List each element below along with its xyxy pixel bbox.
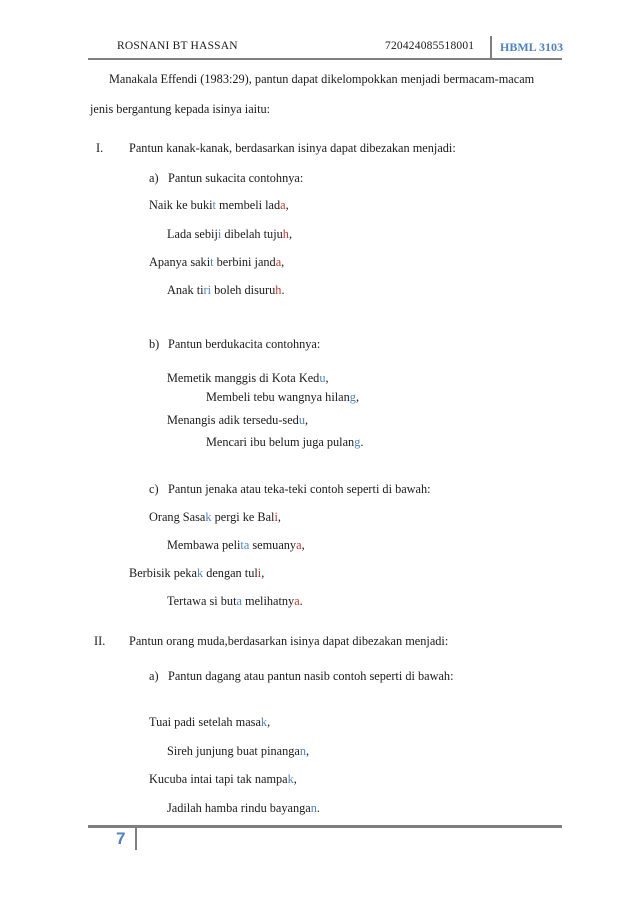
intro-line-2: jenis bergantung kepada isinya iaitu: <box>90 102 271 116</box>
subsection-label: a) <box>149 171 159 185</box>
pantun-text: Lada sebij <box>167 227 218 241</box>
pantun-rhyme-blue: k <box>260 715 268 729</box>
pantun-text: , <box>261 566 265 580</box>
pantun-rhyme-blue: n <box>310 801 317 815</box>
subsection-label: b) <box>149 337 160 351</box>
header-course-code: HBML 3103 <box>500 40 564 54</box>
subsection-title: Pantun jenaka atau teka-teki contoh seperti di bawah: <box>168 482 431 496</box>
pantun-text: , <box>293 772 297 786</box>
pantun-text: Jadilah hamba rindu bayanga <box>167 801 311 815</box>
pantun-text: Anak ti <box>167 283 204 297</box>
pantun-text: , <box>306 744 310 758</box>
pantun-text: Membawa peli <box>167 538 241 552</box>
pantun-line <box>167 744 309 758</box>
pantun-text: Berbisik peka <box>129 566 197 580</box>
pantun-line <box>167 801 320 815</box>
pantun-text: , <box>288 227 293 241</box>
pantun-text: Sireh junjung buat pinanga <box>167 744 300 758</box>
pantun-line <box>206 435 363 449</box>
pantun-text: Tertawa si but <box>167 594 237 608</box>
footer-rule <box>88 825 562 828</box>
pantun-text: , <box>304 413 309 427</box>
pantun-text: . <box>299 594 303 608</box>
pantun-text: , <box>325 371 329 385</box>
header-rule <box>88 58 562 60</box>
pantun-line <box>167 594 303 608</box>
pantun-line <box>149 772 297 786</box>
pantun-rhyme-red: i <box>274 510 278 524</box>
header-id-number: 720424085518001 <box>385 40 475 52</box>
pantun-rhyme-blue: g <box>354 435 361 449</box>
pantun-text: dibelah tuju <box>221 227 283 241</box>
subsection-title: Pantun sukacita contohnya: <box>168 171 304 185</box>
subsection-label: c) <box>149 482 159 496</box>
pantun-text: Orang Sasa <box>149 510 206 524</box>
pantun-rhyme-blue: t <box>212 198 216 212</box>
subsection-title: Pantun berdukacita contohnya: <box>168 337 321 351</box>
pantun-rhyme-blue: ri <box>203 283 212 297</box>
pantun-line <box>149 255 284 269</box>
pantun-text: Naik ke buki <box>149 198 213 212</box>
subsection-label: a) <box>149 669 159 683</box>
pantun-line <box>167 413 308 427</box>
pantun-text: , <box>267 715 271 729</box>
pantun-rhyme-red: a <box>296 538 302 552</box>
intro-line-1: Manakala Effendi (1983:29), pantun dapat dikelompokkan menjadi bermacam-macam <box>109 72 535 86</box>
pantun-line <box>167 227 292 241</box>
pantun-line <box>149 198 289 212</box>
header-author: ROSNANI BT HASSAN <box>117 40 238 52</box>
section-2-title: Pantun orang muda,berdasarkan isinya dapat dibezakan menjadi: <box>129 634 449 648</box>
pantun-rhyme-blue: n <box>299 744 307 758</box>
pantun-rhyme-blue: k <box>205 510 212 524</box>
pantun-line <box>167 538 305 552</box>
pantun-text: semuany <box>249 538 297 552</box>
pantun-rhyme-red: a <box>275 255 282 269</box>
pantun-rhyme-blue: u <box>319 371 326 385</box>
pantun-rhyme-blue: u <box>298 413 305 427</box>
pantun-text: Kucuba intai tapi tak nampa <box>149 772 288 786</box>
pantun-text: berbini jand <box>213 255 276 269</box>
pantun-text: , <box>277 510 281 524</box>
section-1-title: Pantun kanak-kanak, berdasarkan isinya dapat dibezakan menjadi: <box>129 141 456 155</box>
pantun-rhyme-blue: ta <box>240 538 250 552</box>
pantun-text: melihatny <box>241 594 295 608</box>
pantun-text: . <box>281 283 285 297</box>
pantun-text: pergi ke Bal <box>211 510 275 524</box>
pantun-text: membeli lad <box>215 198 281 212</box>
pantun-rhyme-red: a <box>280 198 286 212</box>
pantun-rhyme-red: h <box>282 227 289 241</box>
pantun-text: Menangis adik tersedu-sed <box>167 413 299 427</box>
pantun-rhyme-red: a <box>294 594 300 608</box>
header-separator <box>490 36 492 58</box>
pantun-text: , <box>285 198 289 212</box>
pantun-line <box>167 371 329 385</box>
pantun-line <box>206 390 359 404</box>
pantun-text: , <box>355 390 360 404</box>
section-1-numeral: I. <box>96 141 104 155</box>
pantun-line <box>149 510 281 524</box>
pantun-text: Membeli tebu wangnya hilan <box>206 390 350 404</box>
pantun-text: Mencari ibu belum juga pulan <box>206 435 355 449</box>
section-2-numeral: II. <box>94 634 106 648</box>
footer-separator <box>135 828 137 850</box>
pantun-text: Memetik manggis di Kota Ked <box>167 371 320 385</box>
pantun-text: dengan tul <box>203 566 258 580</box>
pantun-text: Tuai padi setelah masa <box>149 715 261 729</box>
pantun-text: , <box>281 255 285 269</box>
pantun-text: . <box>316 801 320 815</box>
pantun-rhyme-blue: i <box>217 227 222 241</box>
pantun-rhyme-blue: k <box>287 772 294 786</box>
pantun-text: . <box>360 435 364 449</box>
pantun-text: Apanya saki <box>149 255 211 269</box>
pantun-text: , <box>301 538 305 552</box>
pantun-rhyme-blue: g <box>349 390 356 404</box>
pantun-rhyme-red: i <box>257 566 262 580</box>
page-number: 7 <box>116 829 126 848</box>
pantun-rhyme-red: h <box>275 283 282 297</box>
pantun-rhyme-blue: t <box>210 255 214 269</box>
pantun-rhyme-blue: k <box>196 566 204 580</box>
subsection-title: Pantun dagang atau pantun nasib contoh seperti di bawah: <box>168 669 454 683</box>
pantun-rhyme-blue: a <box>236 594 242 608</box>
pantun-line <box>167 283 285 297</box>
pantun-line <box>149 715 270 729</box>
pantun-text: boleh disuru <box>211 283 276 297</box>
pantun-line <box>129 566 264 580</box>
